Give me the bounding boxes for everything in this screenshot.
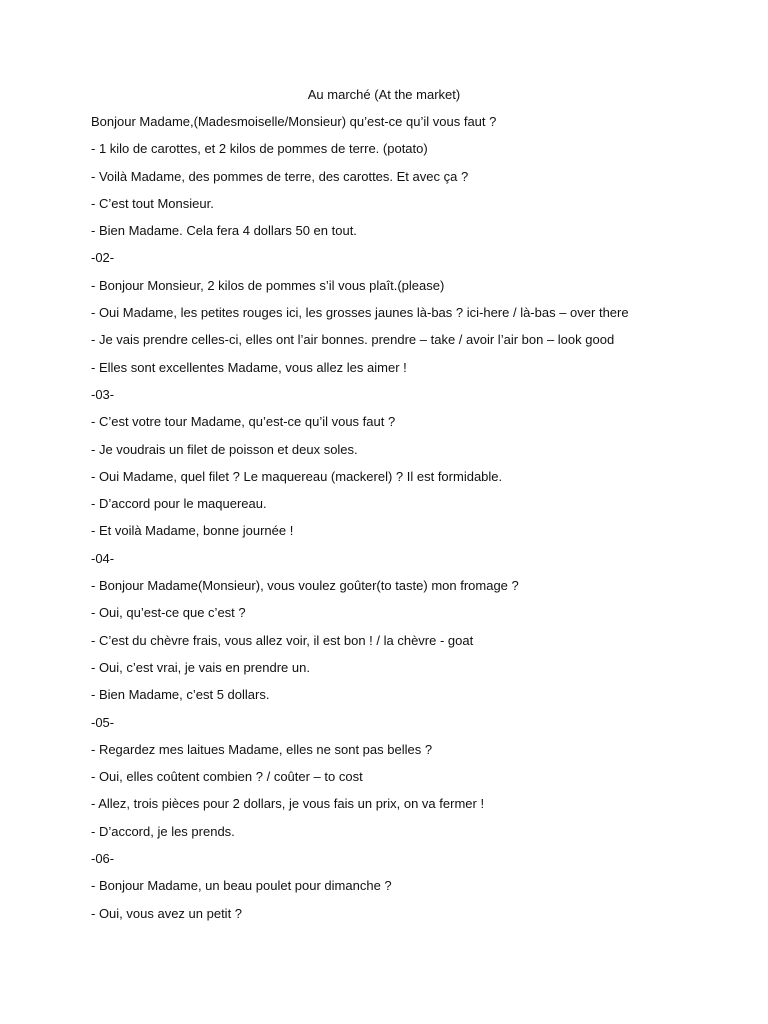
dialogue-line: - Bien Madame, c’est 5 dollars.: [91, 687, 270, 703]
section-marker: -06-: [91, 851, 115, 867]
dialogue-line: - Bonjour Monsieur, 2 kilos de pommes s’il vous plaît.(please): [91, 277, 445, 293]
dialogue-line: - Elles sont excellentes Madame, vous allez les aimer !: [91, 359, 407, 375]
dialogue-line: - Bien Madame. Cela fera 4 dollars 50 en tout.: [91, 223, 357, 239]
dialogue-line: - D’accord, je les prends.: [91, 823, 235, 839]
dialogue-lines: [91, 112, 629, 931]
dialogue-line: - Bonjour Madame, un beau poulet pour dimanche ?: [91, 878, 392, 894]
document-title: Au marché (At the market): [307, 87, 461, 102]
dialogue-line: - Allez, trois pièces pour 2 dollars, je vous fais un prix, on va fermer !: [91, 796, 485, 812]
dialogue-line: - C’est votre tour Madame, qu’est-ce qu’il vous faut ?: [91, 414, 396, 430]
section-marker: -04-: [91, 550, 115, 566]
section-marker: -03-: [91, 386, 115, 402]
dialogue-line: - Je vais prendre celles-ci, elles ont l’air bonnes. prendre – take / avoir l’air bon – look good: [91, 332, 615, 348]
dialogue-line: - Oui Madame, quel filet ? Le maquereau (mackerel) ? Il est formidable.: [91, 468, 503, 484]
dialogue-line: - Regardez mes laitues Madame, elles ne sont pas belles ?: [91, 741, 433, 757]
dialogue-line: - Oui, elles coûtent combien ? / coûter – to cost: [91, 769, 363, 785]
dialogue-line: - Je voudrais un filet de poisson et deux soles.: [91, 441, 358, 457]
dialogue-line: - Voilà Madame, des pommes de terre, des carottes. Et avec ça ?: [91, 168, 469, 184]
dialogue-line: - D’accord pour le maquereau.: [91, 496, 267, 512]
dialogue-line: - 1 kilo de carottes, et 2 kilos de pommes de terre. (potato): [91, 141, 428, 157]
dialogue-line: - C’est du chèvre frais, vous allez voir, il est bon ! / la chèvre - goat: [91, 632, 474, 648]
dialogue-line: - Et voilà Madame, bonne journée !: [91, 523, 294, 539]
dialogue-line: Bonjour Madame,(Madesmoiselle/Monsieur) qu’est-ce qu’il vous faut ?: [91, 114, 497, 129]
dialogue-line: - Bonjour Madame(Monsieur), vous voulez goûter(to taste) mon fromage ?: [91, 578, 519, 594]
dialogue-line: - C’est tout Monsieur.: [91, 195, 214, 211]
dialogue-line: - Oui, c’est vrai, je vais en prendre un.: [91, 659, 310, 675]
section-marker: -02-: [91, 250, 115, 266]
section-marker: -05-: [91, 714, 115, 730]
dialogue-line: - Oui, qu’est-ce que c’est ?: [91, 605, 246, 621]
dialogue-line: - Oui Madame, les petites rouges ici, les grosses jaunes là-bas ? ici-here / là-bas – over there: [91, 305, 629, 321]
dialogue-line: - Oui, vous avez un petit ?: [91, 905, 243, 921]
